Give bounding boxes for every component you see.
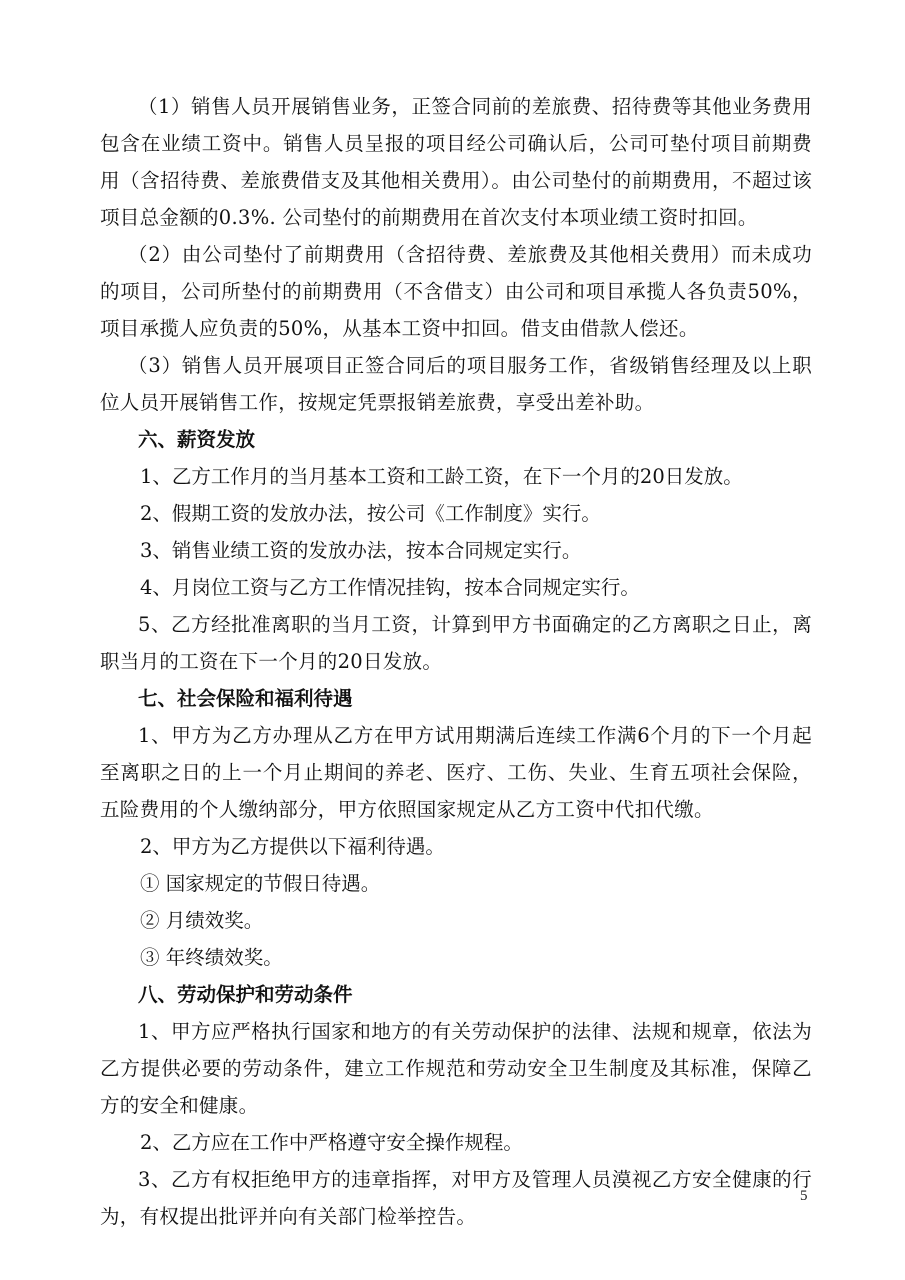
list-item: ① 国家规定的节假日待遇。 [140, 872, 381, 895]
list-item: 1、乙方工作月的当月基本工资和工龄工资，在下一个月的20日发放。 [140, 465, 743, 488]
paragraph-resignation-salary: 5、乙方经批准离职的当月工资，计算到甲方书面确定的乙方离职之日止，离职当月的工资在下一个月的20日发放。 [100, 613, 812, 673]
section-heading-labor-protection: 八、劳动保护和劳动条件 [138, 983, 353, 1006]
paragraph-failed-project-expenses: （2）由公司垫付了前期费用（含招待费、差旅费及其他相关费用）而未成功的项目，公司所垫付的前期费用（不含借支）由公司和项目承揽人各负责50%，项目承揽人应负责的50%，从基本工资中扣回。借支由借款人偿还。 [100, 243, 812, 340]
paragraph-post-contract-travel: （3）销售人员开展项目正签合同后的项目服务工作，省级销售经理及以上职位人员开展销售工作，按规定凭票报销差旅费，享受出差补助。 [100, 354, 812, 414]
list-item: 2、甲方为乙方提供以下福利待遇。 [140, 835, 445, 858]
document-body [100, 88, 812, 1235]
list-item: 2、乙方应在工作中严格遵守安全操作规程。 [140, 1131, 523, 1154]
page-number: 5 [800, 1188, 808, 1204]
paragraph-labor-protection: 1、甲方应严格执行国家和地方的有关劳动保护的法律、法规和规章，依法为乙方提供必要的劳动条件，建立工作规范和劳动安全卫生制度及其标准，保障乙方的安全和健康。 [100, 1020, 812, 1117]
list-item: 3、销售业绩工资的发放办法，按本合同规定实行。 [140, 539, 582, 562]
list-item: ② 月绩效奖。 [140, 909, 264, 932]
section-heading-social-insurance: 七、社会保险和福利待遇 [138, 687, 353, 710]
paragraph-sales-expenses: （1）销售人员开展销售业务，正签合同前的差旅费、招待费等其他业务费用包含在业绩工资中。销售人员呈报的项目经公司确认后，公司可垫付项目前期费用（含招待费、差旅费借支及其他相关费用）。由公司垫付的前期费用，不超过该项目总金额的0.3%. 公司垫付的前期费用在首次支付本项业绩工资时扣回。 [100, 95, 812, 229]
list-item: 2、假期工资的发放办法，按公司《工作制度》实行。 [140, 502, 601, 525]
paragraph-refuse-violation: 3、乙方有权拒绝甲方的违章指挥，对甲方及管理人员漠视乙方安全健康的行为，有权提出批评并向有关部门检举控告。 [100, 1168, 812, 1228]
section-heading-salary-payment: 六、薪资发放 [138, 428, 256, 451]
paragraph-social-insurance: 1、甲方为乙方办理从乙方在甲方试用期满后连续工作满6个月的下一个月起至离职之日的上一个月止期间的养老、医疗、工伤、失业、生育五项社会保险，五险费用的个人缴纳部分，甲方依照国家规定从乙方工资中代扣代缴。 [100, 724, 812, 821]
list-item: ③ 年终绩效奖。 [140, 946, 283, 969]
list-item: 4、月岗位工资与乙方工作情况挂钩，按本合同规定实行。 [140, 576, 640, 599]
